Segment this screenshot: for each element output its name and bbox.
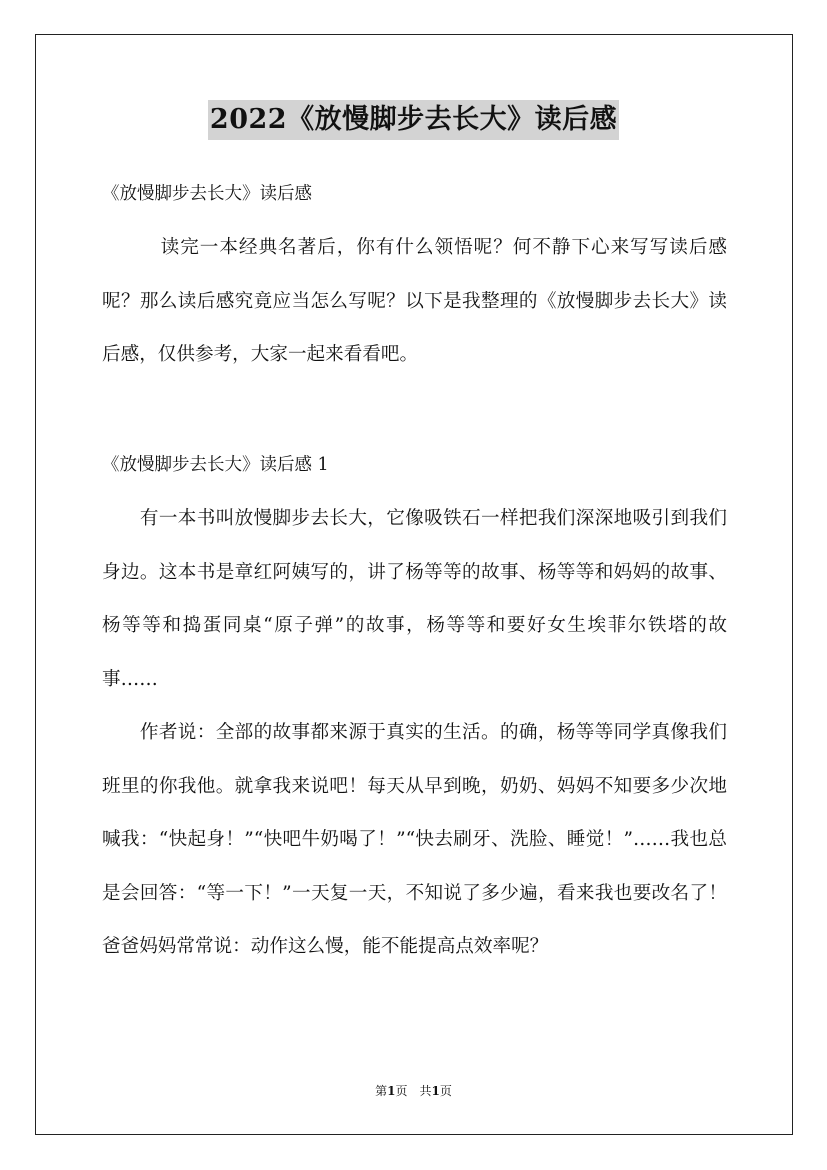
body-paragraph-2: 作者说：全部的故事都来源于真实的生活。的确，杨等等同学真像我们班里的你我他。就拿我来说吧！每天从早到晚，奶奶、妈妈不知要多少次地喊我：“快起身！”“快吧牛奶喝了！”“快去刷牙、洗脸、睡觉！”……我也总是会回答：“等一下！”一天复一天，不知说了多少遍，看来我也要改名了！爸爸妈妈常常说：动作这么慢，能不能提高点效率呢？	[102, 722, 727, 957]
document-title: 2022《放慢脚步去长大》读后感	[208, 100, 619, 140]
intro-paragraph: 读完一本经典名著后，你有什么领悟呢？何不静下心来写写读后感呢？那么读后感究竟应当怎么写呢？以下是我整理的《放慢脚步去长大》读后感，仅供参考，大家一起来看看吧。	[102, 237, 727, 365]
footer-prefix: 第	[375, 1084, 388, 1098]
footer-total-pages: 1	[431, 1084, 440, 1098]
section-heading: 《放慢脚步去长大》读后感 1	[102, 455, 329, 475]
document-subtitle: 《放慢脚步去长大》读后感	[102, 184, 312, 204]
footer-suffix: 页	[439, 1084, 452, 1098]
body-paragraph-1: 有一本书叫放慢脚步去长大，它像吸铁石一样把我们深深地吸引到我们身边。这本书是章红阿姨写的，讲了杨等等的故事、杨等等和妈妈的故事、杨等等和捣蛋同桌“原子弹”的故事，杨等等和要好女生埃菲尔铁塔的故事……	[102, 508, 727, 690]
title-container	[0, 100, 827, 140]
footer-current-page: 1	[387, 1084, 396, 1098]
page-footer	[0, 1082, 827, 1100]
footer-mid: 页 共	[395, 1084, 432, 1098]
